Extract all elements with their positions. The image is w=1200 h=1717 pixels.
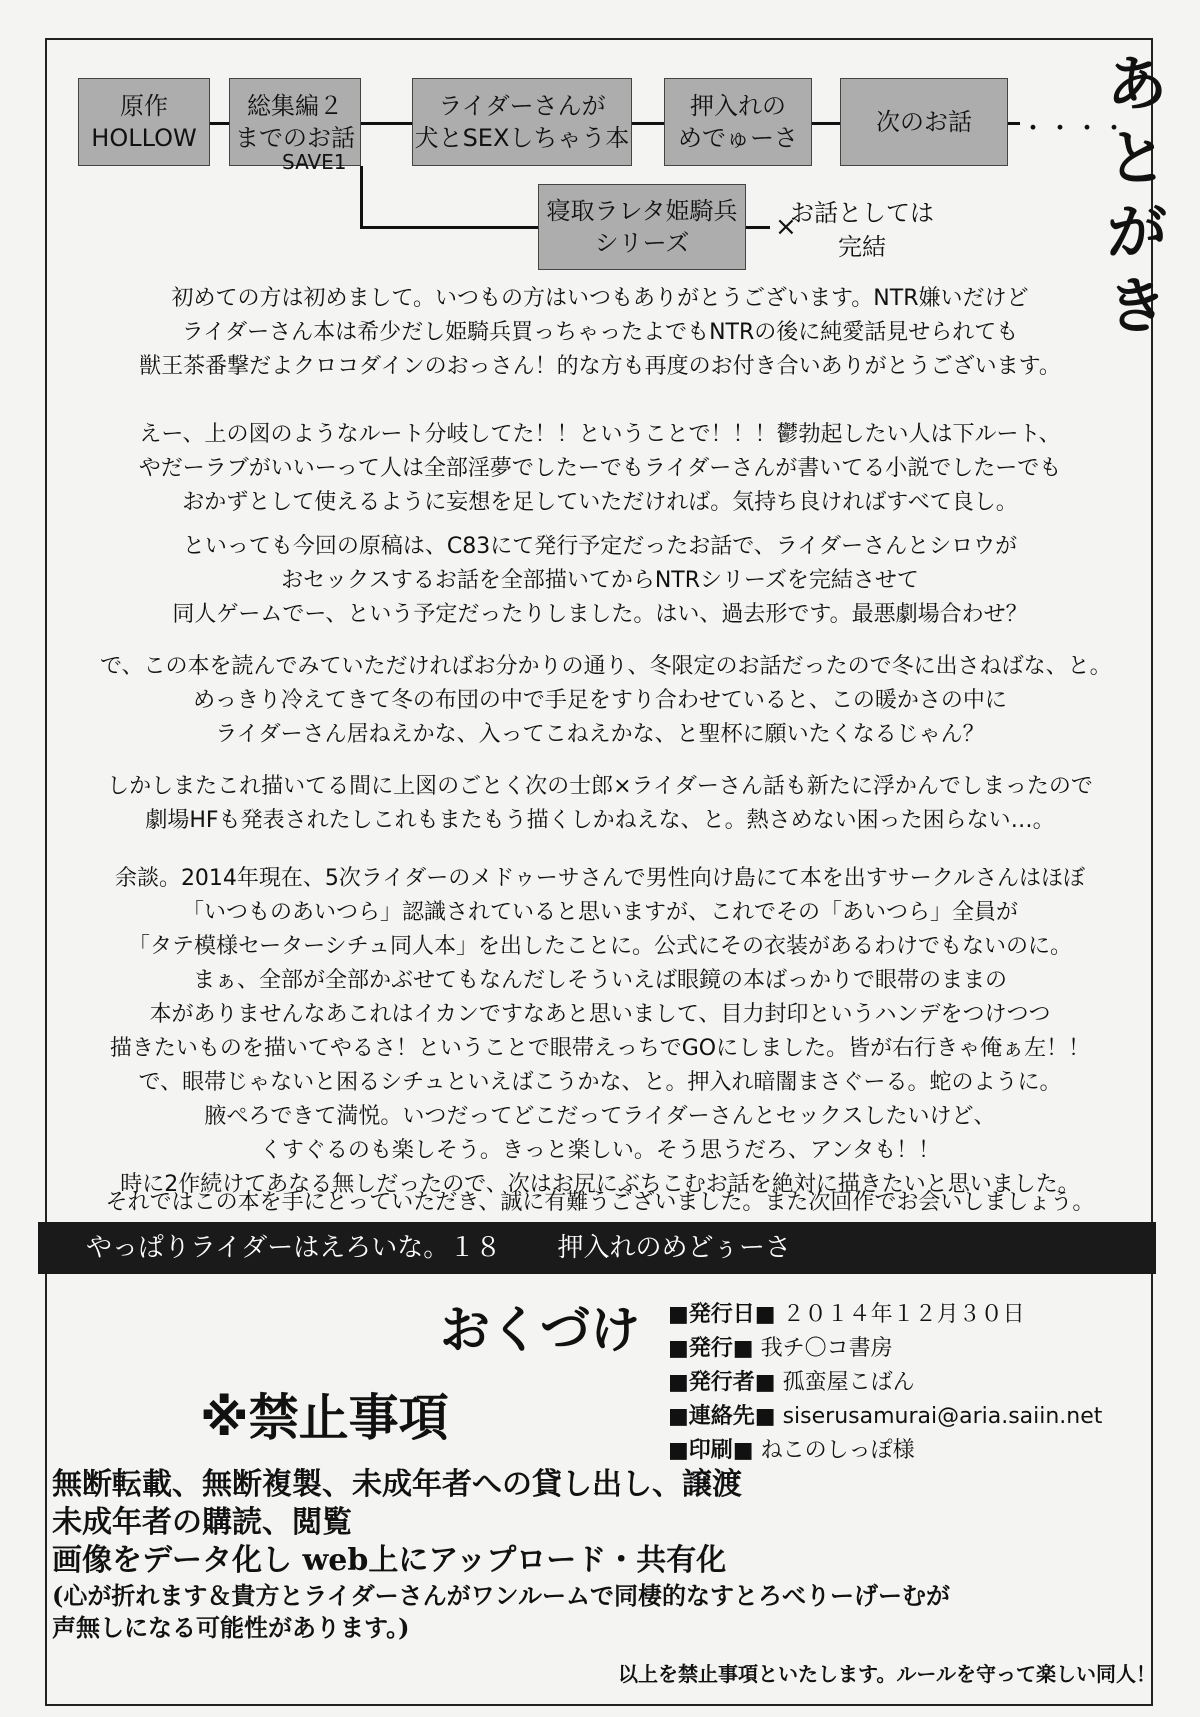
title-char: あ <box>1107 50 1167 120</box>
paragraph-1 <box>100 282 1100 384</box>
colophon-label: ■発行■ <box>668 1336 754 1361</box>
colophon-row <box>668 1332 1102 1366</box>
text-line: で、この本を読んでみていただければお分かりの通り、冬限定のお話だったので冬に出さねばな、と。 <box>100 654 1112 679</box>
prohibit-line: 無断転載、無断複製、未成年者への貸し出し、譲渡 <box>52 1467 742 1502</box>
text-line: 「タテ模様セーターシチュ同人本」を出したことに。公式にその衣装があるわけでもないのに。 <box>127 934 1073 959</box>
afterword-title <box>1102 48 1172 344</box>
text-line: 本がありませんなあこれはイカンですなあと思いまして、目力封印というハンデをつけつつ <box>149 1002 1051 1027</box>
text-line: ライダーさん本は希少だし姫騎兵買っちゃったよでもNTRの後に純愛話見せられても <box>181 320 1019 345</box>
flow-box-original: 原作 HOLLOW <box>78 78 210 166</box>
text-line: 描きたいものを描いてやるさ！ということで眼帯えっちでGOにしました。皆が右行きゃ俺ぁ左！！ <box>109 1036 1091 1061</box>
colophon <box>668 1298 1102 1468</box>
colophon-row <box>668 1366 1102 1400</box>
text-line: で、眼帯じゃないと困るシチュといえばこうかな、と。押入れ暗闇まさぐーる。蛇のように。 <box>138 1070 1062 1095</box>
text-line: おかずとして使えるように妄想を足していただければ。気持ち良ければすべて良し。 <box>182 490 1018 515</box>
text-line: めっきり冷えてきて冬の布団の中で手足をすり合わせていると、この暖かさの中に <box>193 688 1007 713</box>
paragraph-5 <box>100 770 1100 838</box>
colophon-row <box>668 1298 1102 1332</box>
prohibit-note: (心が折れます＆貴方とライダーさんがワンルームで同棲的なすとろべりーげーむが <box>52 1581 951 1610</box>
flow-box-ntr-series: 寝取ラレタ姫騎兵 シリーズ <box>538 184 746 270</box>
text-line: おセックスするお話を全部描いてからNTRシリーズを完結させて <box>281 568 919 593</box>
paragraph-3 <box>100 530 1100 632</box>
paragraph-6 <box>100 862 1100 1202</box>
colophon-label: ■連絡先■ <box>668 1404 776 1429</box>
banner-series: やっぱりライダーはえろいな。１８ <box>86 1233 502 1263</box>
flow-ellipsis: ・・・・ <box>1020 114 1129 144</box>
text-line: 獣王茶番撃だよクロコダインのおっさん！的な方も再度のお付き合いありがとうございます。 <box>139 354 1061 379</box>
prohibit-line: 未成年者の購読、閲覧 <box>52 1505 352 1540</box>
text-line: 腋ぺろできて満悦。いつだってどこだってライダーさんとセックスしたいけど、 <box>204 1104 996 1129</box>
prohibit-line: 画像をデータ化し web上にアップロード・共有化 <box>52 1543 727 1578</box>
text-line: 「いつものあいつら」認識されていると思いますが、これでその「あいつら」全員が <box>181 900 1018 925</box>
text-line: ライダーさん居ねえかな、入ってこねえかな、と聖杯に願いたくなるじゃん？ <box>215 722 985 747</box>
prohibit-list <box>52 1466 950 1644</box>
colophon-value: 我チ〇コ書房 <box>753 1336 893 1361</box>
colophon-value: ねこのしっぽ様 <box>753 1438 915 1463</box>
colophon-row <box>668 1434 1102 1468</box>
flow-box-rider-dog: ライダーさんが 犬とSEXしちゃう本 <box>412 78 632 166</box>
text-line: それではこの本を手にとっていただき、誠に有難うございました。また次回作でお会いしましょう。 <box>105 1190 1095 1215</box>
colophon-label: ■印刷■ <box>668 1438 754 1463</box>
text-line: 初めての方は初めまして。いつもの方はいつもありがとうございます。NTR嫌いだけど <box>171 286 1029 311</box>
text-line: 時に2作続けてあなる無しだったので、次はお尻にぶちこむお話を絶対に描きたいと思いました。 <box>120 1172 1080 1197</box>
connector-line <box>360 226 538 229</box>
colophon-row <box>668 1400 1102 1434</box>
colophon-value: ２０１４年１２月３０日 <box>775 1302 1025 1327</box>
text-line: といっても今回の原稿は、C83にて発行予定だったお話で、ライダーさんとシロウが <box>182 534 1018 559</box>
footer-note: 以上を禁止事項といたします。ルールを守って楽しい同人！ <box>618 1662 1156 1686</box>
flow-ending: お話としては 完結 <box>790 199 934 261</box>
paragraph-4 <box>100 650 1112 752</box>
colophon-label: ■発行日■ <box>668 1302 776 1327</box>
text-line: しかしまたこれ描いてる間に上図のごとく次の士郎×ライダーさん話も新たに浮かんでしまったので <box>107 774 1093 799</box>
title-banner <box>38 1222 1156 1274</box>
flow-box-next: 次のお話 <box>840 78 1008 166</box>
save-label: SAVE1 <box>282 150 347 174</box>
text-line: 余談。2014年現在、5次ライダーのメドゥーサさんで男性向け島にて本を出すサークルさんはほぼ <box>114 866 1086 891</box>
text-line: えー、上の図のようなルート分岐してた！！ということで！！！鬱勃起したい人は下ルート、 <box>139 422 1061 447</box>
colophon-value: 孤蛮屋こばん <box>775 1370 915 1395</box>
text-line: 同人ゲームでー、という予定だったりしました。はい、過去形です。最悪劇場合わせ？ <box>172 602 1028 627</box>
title-char: と <box>1107 124 1167 194</box>
flow-box-this-book: 押入れの めでゅーさ <box>664 78 812 166</box>
colophon-value: siserusamurai@aria.saiin.net <box>775 1404 1103 1429</box>
prohibit-note: 声無しになる可能性があります。) <box>52 1613 410 1642</box>
prohibit-title: ※禁止事項 <box>200 1389 449 1447</box>
text-line: くすぐるのも楽しそう。きっと楽しい。そう思うだろ、アンタも！！ <box>259 1138 941 1163</box>
flow-box-compilation: 総集編２ までのお話 <box>229 78 361 166</box>
paragraph-7 <box>100 1186 1100 1220</box>
banner-subtitle: 押入れのめどぅーさ <box>557 1233 791 1263</box>
title-char: き <box>1107 272 1167 342</box>
title-char: が <box>1107 198 1167 268</box>
text-line: まぁ、全部が全部かぶせてもなんだしそういえば眼鏡の本ばっかりで眼帯のままの <box>192 968 1007 993</box>
text-line: 劇場HFも発表されたしこれもまたもう描くしかねえな、と。熱さめない困った困らない…。 <box>145 808 1055 833</box>
connector-line <box>360 166 363 228</box>
connector-line <box>746 226 770 229</box>
colophon-title: おくづけ <box>440 1301 640 1359</box>
text-line: やだーラブがいいーって人は全部淫夢でしたーでもライダーさんが書いてる小説でしたーでも <box>138 456 1062 481</box>
colophon-label: ■発行者■ <box>668 1370 776 1395</box>
flow-cross: × <box>775 212 797 242</box>
paragraph-2 <box>100 418 1100 520</box>
